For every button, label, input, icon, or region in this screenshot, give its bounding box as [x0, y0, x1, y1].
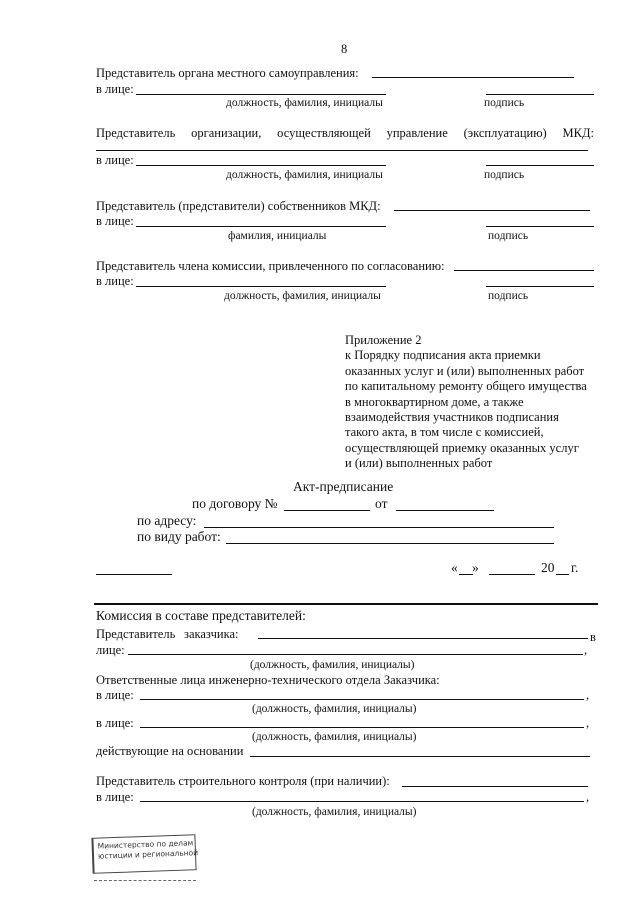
act-address-line [204, 527, 554, 528]
appendix-line: оказанных услуг и (или) выполненных работ [345, 363, 585, 378]
block2-title [96, 126, 594, 140]
commission-engineer1-line [140, 699, 584, 700]
commission-engineer2-v-litse: в лице: [96, 716, 134, 730]
block2-title-word: управление [386, 126, 448, 140]
commission-caption-role: (должность, фамилия, инициалы) [252, 731, 417, 743]
appendix-line: такого акта, в том числе с комиссией, [345, 425, 544, 440]
appendix-line: к Порядку подписания акта приемки [345, 348, 541, 363]
block2-caption-sign: подпись [484, 169, 525, 181]
section-divider [94, 603, 598, 605]
act-from-label: от [375, 496, 388, 511]
commission-engineers-title: Ответственные лица инженерно-технического отдела Заказчика: [96, 673, 440, 687]
block2-caption-role: должность, фамилия, инициалы [226, 169, 383, 181]
block1-role-line [136, 94, 386, 95]
appendix-line: осуществляющей приемку оказанных услуг [345, 440, 579, 455]
block3-line [394, 210, 590, 211]
block3-title: Представитель (представители) собственников МКД: [96, 199, 381, 213]
page-number: 8 [341, 42, 348, 56]
act-date-quote-open: « [451, 560, 458, 575]
comma: , [586, 716, 590, 730]
block3-caption-role: фамилия, инициалы [228, 230, 327, 242]
block4-role-line [136, 286, 386, 287]
commission-caption-role: (должность, фамилия, инициалы) [252, 806, 417, 818]
commission-construction-control: Представитель строительного контроля (при наличии): [96, 774, 390, 788]
commission-customer-line [258, 638, 588, 639]
comma: , [586, 790, 590, 804]
act-date-year-line [556, 574, 569, 575]
stamp-line: юстиции и региональной [97, 848, 199, 861]
appendix-line: по капитальному ремонту общего имущества [345, 379, 587, 394]
act-address-label: по адресу: [137, 513, 197, 528]
commission-customer-litse: лице: [96, 643, 125, 657]
act-date-quote-close: » [472, 560, 479, 575]
comma: , [584, 643, 588, 657]
act-date-year-prefix: 20 [541, 560, 555, 575]
block3-v-litse: в лице: [96, 214, 134, 228]
block4-title: Представитель члена комиссии, привлеченного по согласованию: [96, 259, 445, 273]
block3-sign-line [486, 226, 594, 227]
stamp-line: Министерство по делам [97, 838, 194, 851]
block2-role-line [136, 165, 386, 166]
commission-caption-role: (должность, фамилия, инициалы) [250, 659, 415, 671]
act-from-line [396, 510, 494, 511]
block2-title-word: организации, [191, 126, 262, 140]
appendix-line: в многоквартирном доме, а также [345, 394, 524, 409]
block4-v-litse: в лице: [96, 274, 134, 288]
block1-caption-role: должность, фамилия, инициалы [226, 97, 383, 109]
block1-sign-line [486, 94, 594, 95]
appendix-line: взаимодействия участников подписания [345, 410, 559, 425]
registration-stamp [91, 834, 199, 874]
commission-caption-role: (должность, фамилия, инициалы) [252, 703, 417, 715]
appendix-line: и (или) выполненных работ [345, 456, 493, 471]
act-date-year-suffix: г. [571, 560, 579, 575]
block2-title-word: осуществляющей [277, 126, 371, 140]
block2-title-word: МКД: [562, 126, 594, 140]
commission-engineer2-line [140, 727, 584, 728]
commission-customer-label: Представитель [96, 627, 176, 641]
block2-title-word: Представитель [96, 126, 176, 140]
block2-full-line [96, 150, 588, 151]
stamp-dash-line [94, 880, 196, 881]
act-date-day-line [459, 574, 473, 575]
commission-heading: Комиссия в составе представителей: [96, 608, 306, 623]
commission-acting-basis: действующие на основании [96, 744, 244, 758]
act-title: Акт-предписание [293, 479, 394, 494]
act-worktype-label: по виду работ: [137, 529, 221, 544]
commission-engineer1-v-litse: в лице: [96, 688, 134, 702]
commission-acting-basis-line [250, 756, 590, 757]
appendix-block [345, 333, 587, 472]
commission-control-line [140, 801, 584, 802]
block4-sign-line [486, 286, 594, 287]
commission-customer-v: в [590, 630, 596, 644]
block1-line [372, 77, 574, 78]
block2-sign-line [486, 165, 594, 166]
block2-v-litse: в лице: [96, 153, 134, 167]
commission-control-v-litse: в лице: [96, 790, 134, 804]
block1-v-litse: в лице: [96, 82, 134, 96]
commission-construction-control-line [402, 786, 588, 787]
block4-caption-sign: подпись [488, 290, 529, 302]
block1-title: Представитель органа местного самоуправления: [96, 66, 359, 80]
commission-customer-litse-line [128, 654, 583, 655]
block3-caption-sign: подпись [488, 230, 529, 242]
act-place-line [96, 574, 172, 575]
block1-caption-sign: подпись [484, 97, 525, 109]
comma: , [586, 688, 590, 702]
block3-role-line [136, 226, 386, 227]
act-contract-line [284, 510, 370, 511]
act-worktype-line [226, 543, 554, 544]
appendix-line: Приложение 2 [345, 333, 422, 347]
act-contract-label: по договору № [192, 496, 278, 511]
block4-caption-role: должность, фамилия, инициалы [224, 290, 381, 302]
commission-customer-label2: заказчика: [184, 627, 239, 641]
block2-title-word: (эксплуатацию) [463, 126, 547, 140]
act-date-month-line [489, 574, 535, 575]
block4-line [454, 270, 594, 271]
